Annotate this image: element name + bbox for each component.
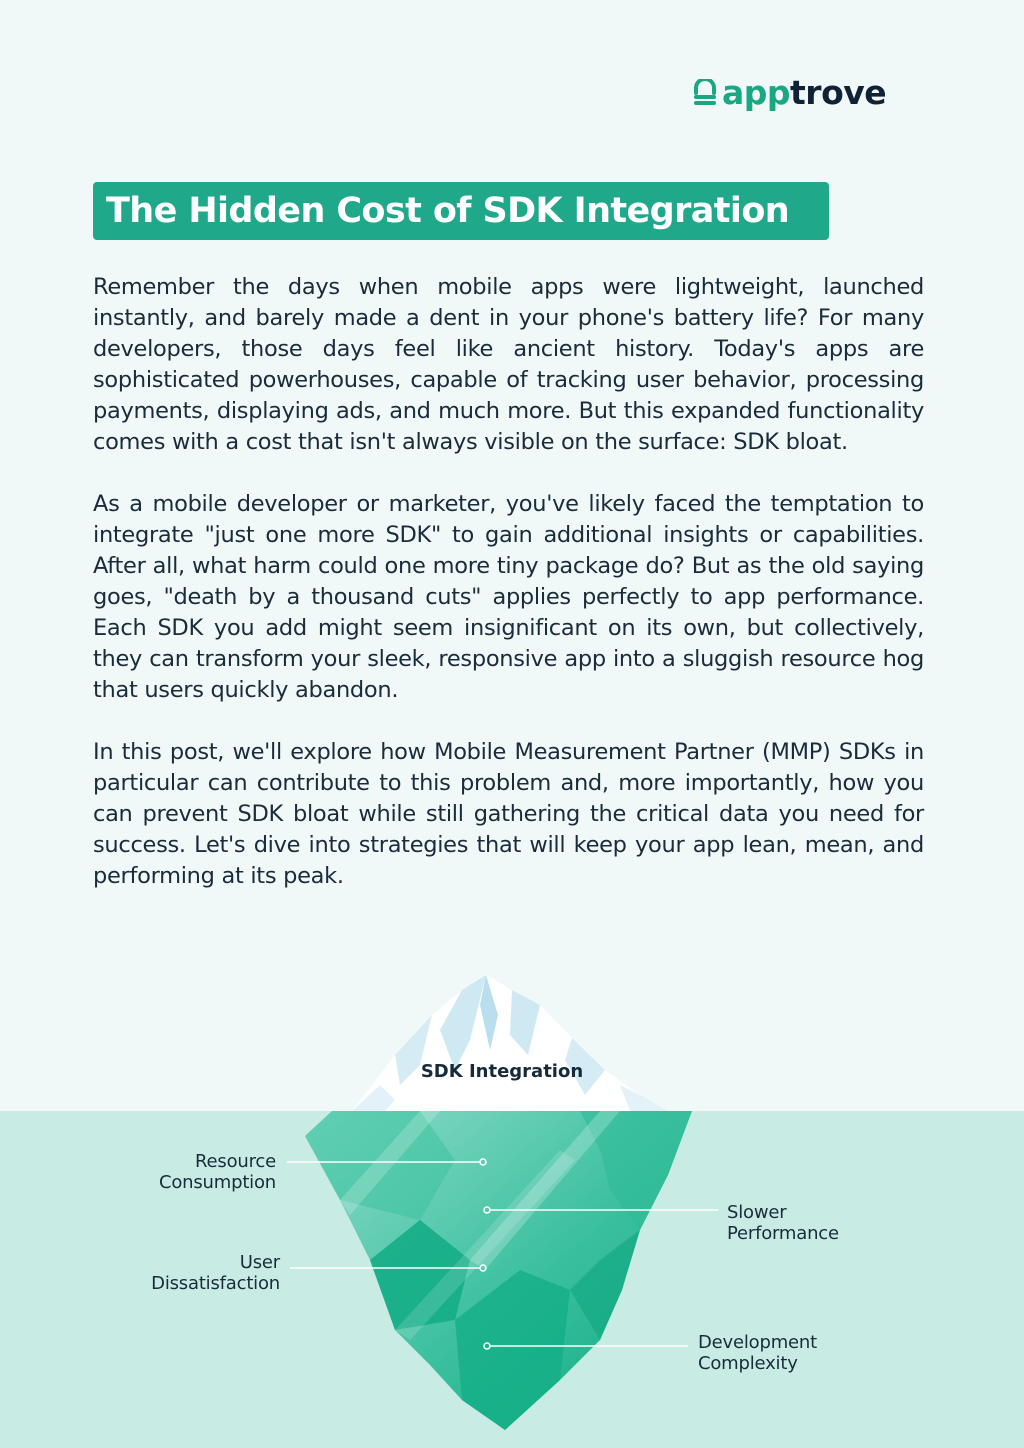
dev-label-line2: Complexity <box>698 1353 798 1374</box>
resource-consumption-label <box>118 1151 276 1193</box>
slower-performance-label <box>727 1202 897 1244</box>
user-label-line2: Dissatisfaction <box>151 1273 280 1294</box>
slower-label-line1: Slower <box>727 1202 787 1223</box>
brand-name-part1: app <box>722 72 791 112</box>
iceberg-tip-label: SDK Integration <box>420 1061 584 1082</box>
article-body <box>93 272 924 923</box>
title-banner <box>93 182 829 240</box>
user-dissatisfaction-label <box>118 1252 280 1294</box>
paragraph-2: As a mobile developer or marketer, you've likely faced the temptation to integrate "just one more SDK" to gain additional insights or capabilities. After all, what harm could one more tiny package do? But as the old saying goes, "death by a thousand cuts" applies perfectly to app performance. Each SDK you add might seem insignificant on its own, but collectively, they can transform your sleek, responsive app into a sluggish resource hog that users quickly abandon. <box>93 491 924 703</box>
dev-label-line1: Development <box>698 1332 817 1353</box>
development-complexity-label <box>698 1332 878 1374</box>
brand-name-part2: trove <box>790 72 887 112</box>
page-title: The Hidden Cost of SDK Integration <box>106 191 790 231</box>
paragraph-1: Remember the days when mobile apps were lightweight, launched instantly, and barely made a dent in your phone's battery life? For many developers, those days feel like ancient history. Today's apps are sophisticated powerhouses, capable of tracking user behavior, processing payments, displaying ads, and much more. But this expanded functionality comes with a cost that isn't always visible on the surface: SDK bloat. <box>93 274 924 455</box>
slower-label-line2: Performance <box>727 1223 839 1244</box>
paragraph-3: In this post, we'll explore how Mobile Measurement Partner (MMP) SDKs in particular can contribute to this problem and, more importantly, how you can prevent SDK bloat while still gathering the critical data you need for success. Let's dive into strategies that will keep your app lean, mean, and performing at its peak. <box>93 739 924 889</box>
brand-logo <box>694 70 934 114</box>
apptrove-logo-icon <box>694 79 716 105</box>
resource-label-line2: Consumption <box>158 1172 276 1193</box>
user-label-line1: User <box>239 1252 280 1273</box>
brand-name <box>722 72 887 112</box>
iceberg-tip <box>352 975 668 1111</box>
iceberg-underwater <box>305 1111 692 1430</box>
resource-label-line1: Resource <box>195 1151 276 1172</box>
